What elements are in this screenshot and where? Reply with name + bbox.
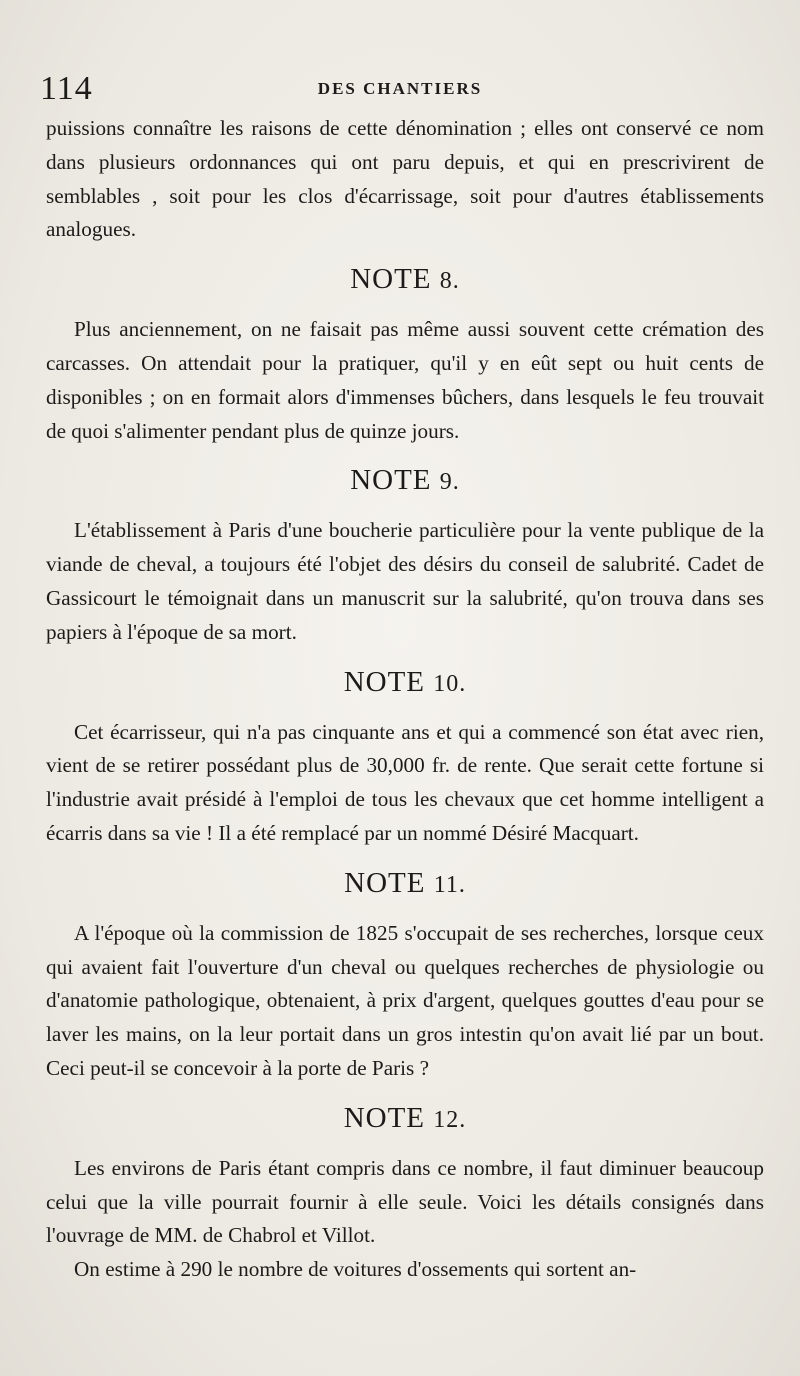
note-number: 9. bbox=[439, 469, 460, 496]
note-number: 10. bbox=[433, 670, 467, 697]
note-number: 11. bbox=[433, 871, 466, 898]
note-8-heading bbox=[46, 257, 764, 303]
note-number: 12. bbox=[433, 1106, 467, 1133]
note-9-paragraph: L'établissement à Paris d'une boucherie particulière pour la vente publique de la viande de cheval, a toujours été l'objet des désirs du conseil de salubrité. Cadet de Gassicourt le témoignait dans un manuscrit sur la salubrité, qu'on trouva dans ses papiers à l'époque de sa mort. bbox=[46, 518, 764, 644]
note-10-paragraph: Cet écarrisseur, qui n'a pas cinquante ans et qui a commencé son état avec rien, vient de se retirer possédant plus de 30,000 fr. de rente. Que serait cette fortune si l'industrie avait présidé à l'emploi de tous les chevaux que cet homme intelligent a écarris dans sa vie ! Il a été remplacé par un nommé Désiré Macquart. bbox=[46, 719, 764, 845]
note-label: NOTE bbox=[343, 1101, 426, 1134]
note-9-heading bbox=[46, 458, 764, 504]
note-number: 8. bbox=[439, 268, 460, 295]
running-title: DES CHANTIERS bbox=[317, 79, 483, 98]
page-header bbox=[40, 70, 760, 110]
note-10-heading bbox=[46, 660, 764, 706]
note-label: NOTE bbox=[350, 263, 432, 296]
note-label: NOTE bbox=[344, 866, 426, 899]
note-12-paragraph: Les environs de Paris étant compris dans ce nombre, il faut diminuer beaucoup celui que la ville pourrait fournir à elle seule. Voici les détails consignés dans l'ouvrage de MM. de Chabrol et Villot. bbox=[46, 1155, 764, 1248]
note-11-heading bbox=[46, 861, 764, 907]
note-label: NOTE bbox=[350, 464, 432, 497]
note-8-paragraph: Plus anciennement, on ne faisait pas même aussi souvent cette crémation des carcasses. On attendait pour la pratiquer, qu'il y en eût sept ou huit cents de disponibles ; on en formait alors d'immenses bûchers, dans lesquels le feu trouvait de quoi s'alimenter pendant plus de quinze jours. bbox=[46, 317, 764, 443]
note-label: NOTE bbox=[343, 665, 426, 698]
page-body bbox=[46, 112, 764, 1287]
note-12-paragraph: On estime à 290 le nombre de voitures d'ossements qui sortent an- bbox=[74, 1257, 637, 1282]
note-11-paragraph: A l'époque où la commission de 1825 s'occupait de ses recherches, lorsque ceux qui avaient fait l'ouverture d'un cheval ou quelques recherches de physiologie ou d'anatomie pathologique, obtenaient, à prix d'argent, quelques gouttes d'eau pour se laver les mains, on la leur portait dans un gros intestin qu'on avait lié par un bout. Ceci peut-il se concevoir à la porte de Paris ? bbox=[46, 920, 764, 1080]
note-12-heading bbox=[46, 1096, 764, 1142]
page-number: 114 bbox=[40, 70, 93, 107]
intro-paragraph: puissions connaître les raisons de cette dénomination ; elles ont conservé ce nom dans plusieurs ordonnances qui ont paru depuis, et qui en prescrivirent de semblables , soit pour les clos d'écarrissage, soit pour d'autres établissements analogues. bbox=[46, 116, 764, 242]
